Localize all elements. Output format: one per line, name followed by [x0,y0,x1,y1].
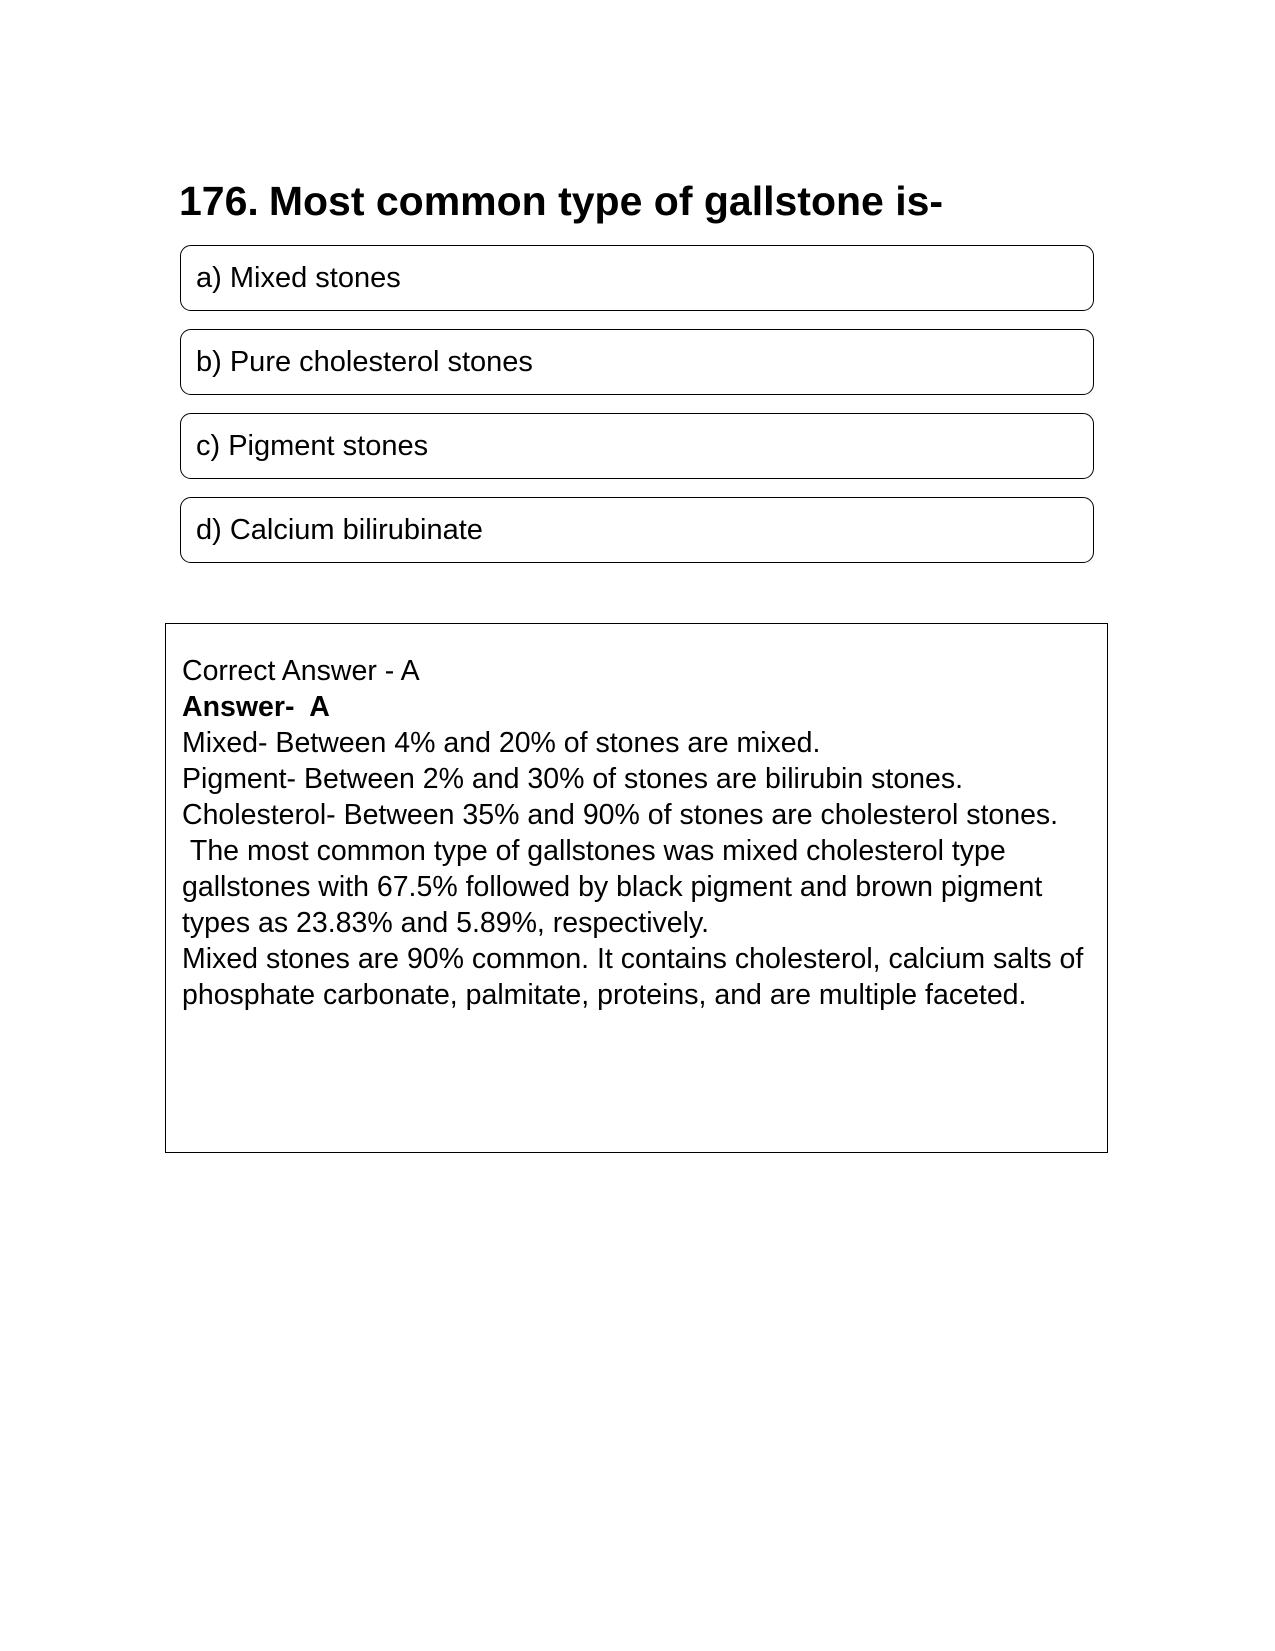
option-a[interactable]: a) Mixed stones [180,245,1094,311]
option-c[interactable]: c) Pigment stones [180,413,1094,479]
question-number: 176. [179,178,259,224]
explanation-line-most-common: The most common type of gallstones was mixed cholesterol type gallstones with 67.5% followed by black pigment and brown pigment types as 23.83% and 5.89%, respectively. [182,835,1051,939]
question-heading [179,177,943,225]
explanation-line-mixed: Mixed- Between 4% and 20% of stones are mixed. [182,727,821,759]
question-text: Most common type of gallstone is- [268,178,944,224]
explanation-line-mixed-stones: Mixed stones are 90% common. It contains cholesterol, calcium salts of phosphate carbonate, palmitate, proteins, and are multiple faceted. [182,943,1084,1011]
answer-explanation-box [165,623,1108,1153]
explanation-line-pigment: Pigment- Between 2% and 30% of stones are bilirubin stones. [182,763,964,795]
correct-answer-line: Correct Answer - A [182,655,420,687]
option-d[interactable]: d) Calcium bilirubinate [180,497,1094,563]
answer-heading: Answer- A [182,691,330,723]
option-b[interactable]: b) Pure cholesterol stones [180,329,1094,395]
explanation-line-cholesterol: Cholesterol- Between 35% and 90% of stones are cholesterol stones. [182,799,1059,831]
